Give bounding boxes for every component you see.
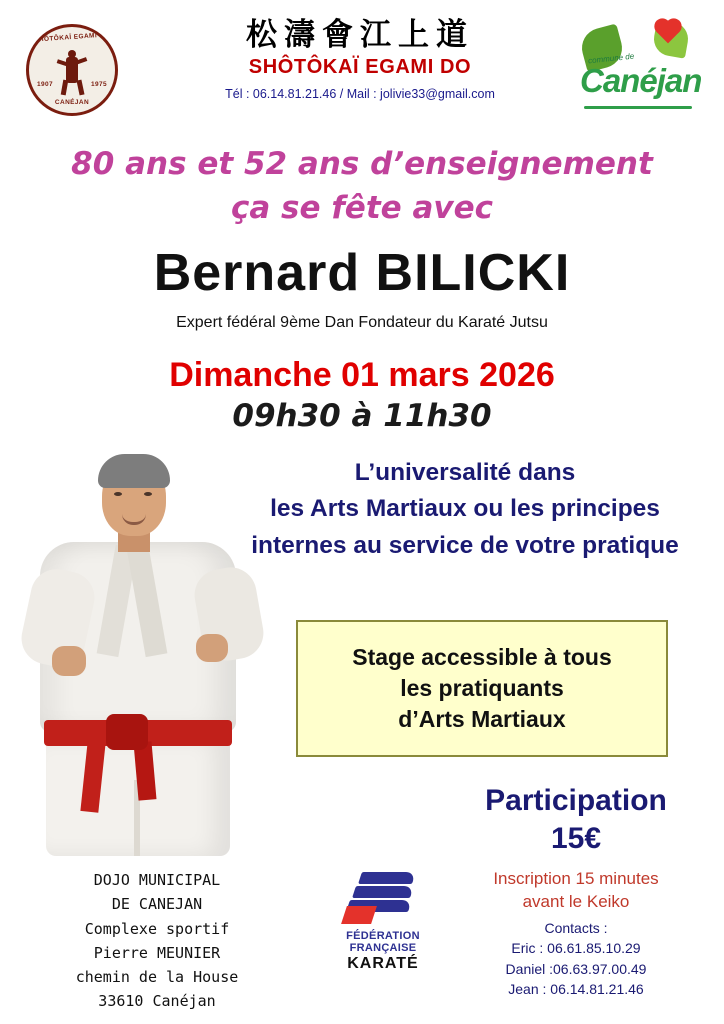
event-date: Dimanche 01 mars 2026 — [169, 356, 555, 394]
contact-item: Daniel :06.63.97.00.49 — [505, 960, 647, 977]
figure-leg-left — [61, 80, 69, 96]
club-logo-left-text: 1907 — [37, 81, 54, 88]
notice-box-text — [352, 642, 612, 736]
notice-line3: d’Arts Martiaux — [398, 706, 566, 733]
city-logo — [574, 20, 706, 116]
federation-logo — [322, 872, 444, 973]
notice-box — [296, 620, 668, 757]
contact-item: Eric : 06.61.85.10.29 — [511, 940, 641, 957]
karateka-photo — [10, 450, 272, 860]
club-logo-bottom-text: CANÉJAN — [54, 99, 90, 106]
anniversary-headline — [0, 146, 724, 226]
guest-name: Bernard BILICKI — [153, 244, 571, 302]
club-logo-top-text: SHÔTÔKAÏ EGAMI DO — [33, 31, 111, 44]
club-name: SHÔTÔKAÏ EGAMI DO — [248, 56, 472, 79]
inscription-note — [440, 868, 712, 914]
poster-header — [0, 0, 724, 130]
event-time: 09h30 à 11h30 — [232, 398, 492, 434]
federation-line1: FÉDÉRATION — [346, 930, 420, 942]
venue-line6: 33610 Canéjan — [98, 992, 216, 1011]
contacts-title: Contacts : — [544, 920, 608, 936]
ffk-red-block — [341, 906, 377, 924]
club-logo — [26, 24, 118, 116]
ffk-stripe-2 — [352, 886, 414, 898]
ffk-logo-icon — [344, 872, 422, 924]
venue-line4: Pierre MEUNIER — [93, 943, 221, 962]
contacts-block — [440, 918, 712, 1000]
club-logo-right-text: 1975 — [90, 81, 107, 88]
karateka-figure-icon — [57, 49, 87, 95]
anniversary-line1: 80 ans et 52 ans d’enseignement — [71, 146, 653, 182]
karateka-fist-right — [196, 634, 228, 662]
venue-line5: chemin de la House — [75, 968, 239, 987]
karateka-eye-right — [144, 492, 152, 496]
kanji-title: 松濤會江上道 — [246, 17, 474, 53]
theme-line2: les Arts Martiaux ou les principes — [270, 495, 660, 523]
contact-item: Jean : 06.14.81.21.46 — [508, 981, 644, 998]
karateka-hair — [98, 454, 170, 488]
venue-line3: Complexe sportif — [84, 919, 230, 938]
participation-price: 15€ — [550, 822, 602, 856]
ffk-stripe-1 — [358, 872, 416, 884]
karateka-belt-knot — [106, 714, 148, 750]
header-center — [150, 18, 570, 101]
guest-title: Expert fédéral 9ème Dan Fondateur du Karaté Jutsu — [176, 314, 548, 331]
federation-line3: KARATÉ — [347, 955, 419, 972]
inscription-line2: avant le Keiko — [522, 891, 630, 911]
participation-block — [440, 782, 712, 859]
city-logo-commune: commune de — [587, 51, 635, 66]
notice-line2: les pratiquants — [400, 674, 564, 701]
venue-line2: DE CANEJAN — [111, 895, 203, 914]
federation-line2: FRANÇAISE — [349, 942, 417, 954]
inscription-line1: Inscription 15 minutes — [493, 869, 659, 888]
karateka-fist-left — [52, 646, 86, 676]
header-contact-line: Tél : 06.14.81.21.46 / Mail : jolivie33@gmail.com — [225, 87, 495, 102]
theme-line3: internes au service de votre pratique — [251, 531, 679, 559]
karateka-eye-left — [114, 492, 122, 496]
city-logo-name: Canéjan — [580, 62, 702, 99]
participation-label: Participation — [485, 784, 667, 817]
event-theme — [220, 455, 710, 564]
theme-line1: L’universalité dans — [354, 459, 576, 486]
notice-line1: Stage accessible à tous — [352, 643, 612, 670]
city-logo-underline — [584, 106, 692, 109]
venue-line1: DOJO MUNICIPAL — [93, 871, 221, 889]
venue-block — [26, 868, 288, 1014]
anniversary-line2: ça se fête avec — [230, 190, 494, 226]
figure-leg-right — [76, 80, 84, 96]
